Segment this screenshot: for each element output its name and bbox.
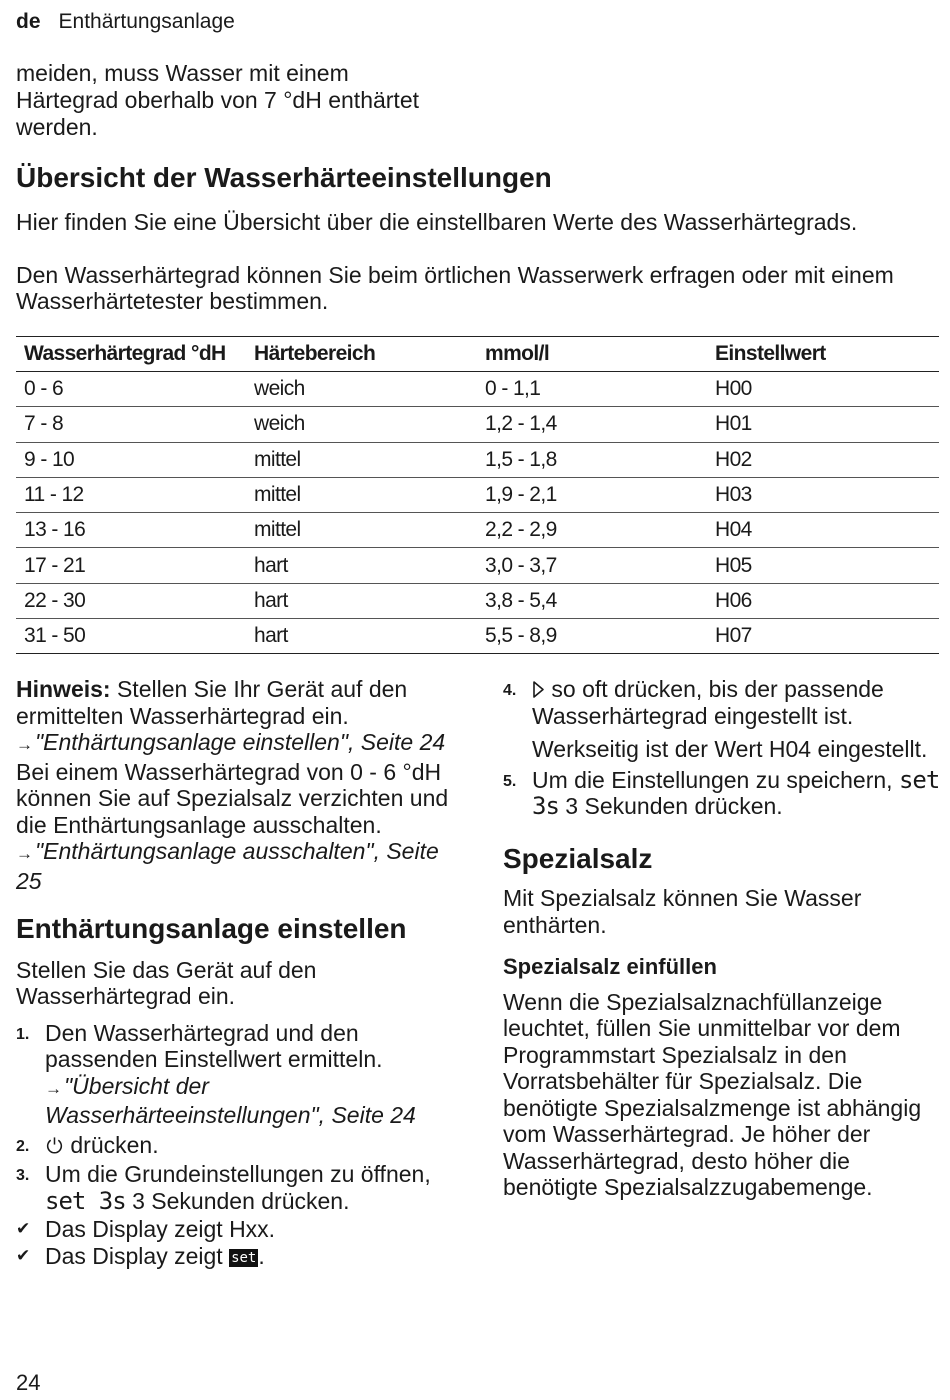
column-header-hardness-degree: Wasserhärtegrad °dH [16, 337, 246, 372]
check-icon: ✔ [16, 1219, 31, 1238]
step-text: Um die Grundeinstellungen zu öffnen, [45, 1161, 431, 1187]
cell-mmol: 1,5 - 1,8 [477, 442, 707, 477]
cell-mmol: 2,2 - 2,9 [477, 513, 707, 548]
table-row [16, 548, 939, 583]
play-icon [532, 680, 545, 699]
step-text: drücken. [70, 1131, 159, 1158]
cross-reference-link[interactable]: "Enthärtungsanlage einstellen", Seite 24 [35, 729, 446, 755]
left-column [16, 676, 461, 1269]
arrow-icon: → [16, 844, 33, 863]
step-number: 4. [503, 682, 517, 699]
table-row [16, 372, 939, 407]
cell-hardness-range: weich [246, 407, 477, 442]
cross-reference-link[interactable]: "Enthärtungsanlage ausschalten", Seite 25 [16, 838, 439, 894]
step-number: 3. [16, 1167, 30, 1184]
table-row [16, 477, 939, 512]
setting-heading: Enthärtungsanlage einstellen [16, 913, 407, 944]
cell-setting-value: H06 [707, 583, 939, 618]
step-4-subtext: Werkseitig ist der Wert H04 eingestellt. [532, 736, 928, 762]
overview-heading: Übersicht der Wasserhärteeinstellungen [16, 162, 552, 193]
table-row [16, 619, 939, 654]
cell-hardness-degree: 13 - 16 [16, 513, 246, 548]
note-paragraph [16, 676, 461, 759]
language-code: de [16, 10, 41, 33]
page-header [16, 10, 235, 34]
cell-hardness-degree: 11 - 12 [16, 477, 246, 512]
cell-hardness-degree: 7 - 8 [16, 407, 246, 442]
header-title: Enthärtungsanlage [58, 10, 235, 33]
step-2 [16, 1132, 461, 1159]
result-2 [16, 1243, 461, 1270]
cell-setting-value: H05 [707, 548, 939, 583]
table-row [16, 442, 939, 477]
step-text: so oft drücken, bis der passende Wasserhärtegrad eingestellt ist. [532, 676, 884, 729]
intro-text: meiden, muss Wasser mit einem Härtegrad oberhalb von 7 °dH enthärtet werden. [16, 60, 420, 140]
step-5 [503, 767, 943, 820]
step-number: 2. [16, 1137, 30, 1155]
arrow-icon: → [16, 735, 33, 754]
note-text-2: Bei einem Wasserhärtegrad von 0 - 6 °dH können Sie auf Spezialsalz verzichten und die Enthärtungsanlage ausschalten. [16, 758, 449, 838]
cell-hardness-range: mittel [246, 477, 477, 512]
cross-reference-link[interactable]: "Übersicht der Wasserhärteeinstellungen", Seite 24 [45, 1072, 416, 1128]
cell-setting-value: H04 [707, 513, 939, 548]
table-header-row [16, 337, 939, 372]
cell-hardness-range: hart [246, 583, 477, 618]
check-icon: ✔ [16, 1245, 31, 1265]
cell-hardness-range: mittel [246, 442, 477, 477]
cell-setting-value: H07 [707, 619, 939, 654]
right-column [503, 676, 943, 1201]
step-text: Um die Einstellungen zu speichern, [532, 766, 893, 793]
cell-setting-value: H03 [707, 477, 939, 512]
set-3s-key: set 3s [45, 1186, 126, 1215]
column-header-setting-value: Einstellwert [707, 337, 939, 372]
salt-heading: Spezialsalz [503, 842, 653, 874]
cell-mmol: 1,2 - 1,4 [477, 407, 707, 442]
salt-text: Wenn die Spezialsalznachfüllanzeige leuchtet, füllen Sie unmittelbar vor dem Programmstart Spezialsalz in den Vorratsbehälter für Spezialsalz. Die benötigte Spezialsalzmenge ist abhängig vom Wasserhärtegrad. Je höher der Wasserhärtegrad, desto höher die benötigte Spezialsalzzugabemenge. [503, 988, 922, 1200]
step-number: 1. [16, 1025, 30, 1043]
salt-intro: Mit Spezialsalz können Sie Wasser enthärten. [503, 885, 862, 938]
cell-mmol: 3,0 - 3,7 [477, 548, 707, 583]
step-number: 5. [503, 772, 517, 790]
cell-mmol: 5,5 - 8,9 [477, 619, 707, 654]
cell-hardness-range: hart [246, 619, 477, 654]
cell-mmol: 3,8 - 5,4 [477, 583, 707, 618]
cell-setting-value: H00 [707, 372, 939, 407]
cell-hardness-degree: 31 - 50 [16, 619, 246, 654]
column-header-hardness-range: Härtebereich [246, 337, 477, 372]
result-1 [16, 1216, 461, 1243]
power-icon [45, 1136, 64, 1155]
cell-hardness-range: mittel [246, 513, 477, 548]
column-header-mmol: mmol/l [477, 337, 707, 372]
set-display-symbol: set [231, 1249, 257, 1266]
result-text: Das Display zeigt [45, 1242, 223, 1269]
water-hardness-table [16, 336, 939, 654]
note-text-1: Stellen Sie Ihr Gerät auf den ermittelten Wasserhärtegrad ein. [16, 676, 408, 729]
step-text: 3 Sekunden drücken. [565, 793, 783, 819]
cell-setting-value: H01 [707, 407, 939, 442]
step-3 [16, 1161, 461, 1214]
cell-hardness-range: weich [246, 372, 477, 407]
cell-hardness-degree: 9 - 10 [16, 442, 246, 477]
page-number: 24 [16, 1370, 41, 1395]
step-1 [16, 1020, 461, 1129]
cell-setting-value: H02 [707, 442, 939, 477]
cell-hardness-degree: 22 - 30 [16, 583, 246, 618]
overview-text-1: Hier finden Sie eine Übersicht über die einstellbaren Werte des Wasserhärtegrads. [16, 209, 858, 235]
cell-mmol: 0 - 1,1 [477, 372, 707, 407]
step-text: Den Wasserhärtegrad und den passenden Einstellwert ermitteln. [45, 1019, 383, 1072]
note-ref-paragraph [16, 838, 461, 894]
result-text: Das Display zeigt Hxx. [45, 1216, 276, 1242]
cell-hardness-degree: 0 - 6 [16, 372, 246, 407]
step-4 [503, 676, 943, 763]
cell-hardness-degree: 17 - 21 [16, 548, 246, 583]
table-row [16, 583, 939, 618]
overview-text-2: Den Wasserhärtegrad können Sie beim örtlichen Wasserwerk erfragen oder mit einem Wasserhärtetester bestimmen. [16, 262, 894, 314]
cell-mmol: 1,9 - 2,1 [477, 477, 707, 512]
note-label: Hinweis: [16, 676, 111, 702]
arrow-icon: → [45, 1078, 62, 1098]
cell-hardness-range: hart [246, 548, 477, 583]
result-text-end: . [258, 1242, 265, 1269]
set-3s-key: set 3s [532, 765, 940, 820]
salt-subheading: Spezialsalz einfüllen [503, 954, 717, 979]
table-row [16, 513, 939, 548]
step-text: 3 Sekunden drücken. [132, 1187, 350, 1214]
setting-intro: Stellen Sie das Gerät auf den Wasserhärtegrad ein. [16, 956, 317, 1009]
table-row [16, 407, 939, 442]
